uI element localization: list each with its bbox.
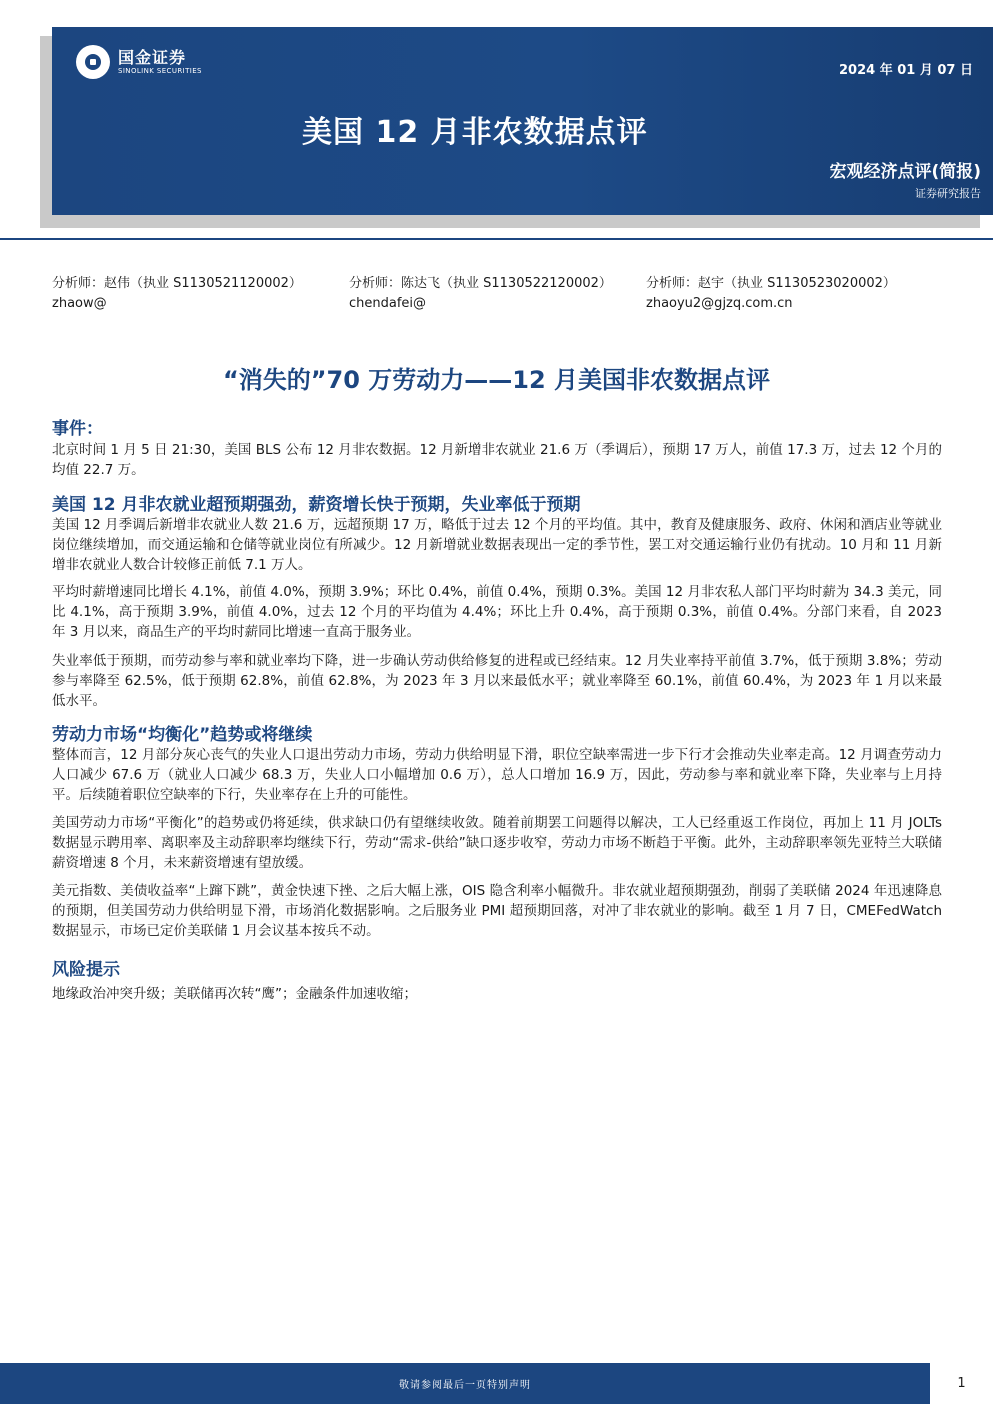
paragraph: 美元指数、美债收益率“上蹿下跳”，黄金快速下挫、之后大幅上涨，OIS 隐含利率小幅微升。非农就业超预期强劲，削弱了美联储 2024 年迅速降息的预期，但美国劳动力供给明显下滑，市场消化数据影响。之后服务业 PMI 超预期回落，对冲了非农就业的影响。截至 1 月 7 日，CMEFedWatch 数据显示，市场已定价美联储 1 月会议基本按兵不动。 <box>52 883 942 939</box>
analyst-email[interactable]: chendafei@ <box>349 296 427 311</box>
article-title: “消失的”70 万劳动力——12 月美国非农数据点评 <box>222 366 771 394</box>
section-heading-event: 事件： <box>52 419 103 439</box>
header-divider <box>0 238 993 240</box>
paragraph: 平均时薪增速同比增长 4.1%，前值 4.0%，预期 3.9%；环比 0.4%，前值 0.4%，预期 0.3%。美国 12 月非农私人部门平均时薪为 34.3 美元，同比 4.1%，高于预期 3.9%，前值 4.0%，过去 12 个月的平均值为 4.4%；环比上升 0.4%，高于预期 0.3%，前值 0.4%。分部门来看，自 2023 年 3 月以来，商品生产的平均时薪同比增速一直高于服务业。 <box>52 584 942 640</box>
analyst-name: 分析师：赵伟（执业 S1130521120002） <box>52 276 302 291</box>
paragraph: 地缘政治冲突升级；美联储再次转“鹰”；金融条件加速收缩； <box>52 986 417 1002</box>
report-header <box>52 27 993 215</box>
report-type: 宏观经济点评(简报) <box>829 162 981 182</box>
header-title: 美国 12 月非农数据点评 <box>302 115 648 150</box>
paragraph: 北京时间 1 月 5 日 21:30，美国 BLS 公布 12 月非农数据。12 月新增非农就业 21.6 万（季调后），预期 17 万人，前值 17.3 万，过去 12 个月的均值 22.7 万。 <box>52 442 942 478</box>
report-subtype: 证券研究报告 <box>915 187 981 200</box>
paragraph: 美国劳动力市场“平衡化”的趋势或仍将延续，供求缺口仍有望继续收敛。随着前期罢工问题得以解决，工人已经重返工作岗位，再加上 11 月 JOLTs 数据显示聘用率、离职率及主动辞职率均继续下行，劳动“需求-供给”缺口逐步收窄，劳动力市场不断趋于平衡。此外，主动辞职率领先亚特兰大联储薪资增速 8 个月，未来薪资增速有望放缓。 <box>52 815 942 871</box>
logo-cn-text: 国金证券 <box>118 47 187 67</box>
paragraph: 失业率低于预期，而劳动参与率和就业率均下降，进一步确认劳动供给修复的进程或已经结束。12 月失业率持平前值 3.7%，低于预期 3.8%；劳动参与率降至 62.5%，低于预期 62.8%，前值 62.8%，为 2023 年 3 月以来最低水平；就业率降至 60.1%，前值 60.4%，为 2023 年 1 月以来最低水平。 <box>52 653 942 709</box>
analyst-name: 分析师：赵宇（执业 S1130523020002） <box>646 276 896 291</box>
paragraph: 美国 12 月季调后新增非农就业人数 21.6 万，远超预期 17 万，略低于过去 12 个月的平均值。其中，教育及健康服务、政府、休闲和酒店业等就业岗位继续增加，而交通运输和仓储等就业岗位有所减少。12 月新增就业数据表现出一定的季节性，罢工对交通运输行业仍有扰动。10 月和 11 月新增非农就业人数合计较修正前低 7.1 万人。 <box>52 517 942 573</box>
analyst-3 <box>646 274 896 314</box>
analyst-2 <box>349 274 612 314</box>
analyst-email[interactable]: zhaoyu2@gjzq.com.cn <box>646 296 793 311</box>
analyst-email[interactable]: zhaow@ <box>52 296 107 311</box>
footer-disclaimer-note: 敬请参阅最后一页特别声明 <box>399 1380 531 1391</box>
section-heading-risk: 风险提示 <box>52 960 120 980</box>
section-heading-labor-market: 劳动力市场“均衡化”趋势或将继续 <box>52 725 313 745</box>
logo-en-text: SINOLINK SECURITIES <box>118 66 202 75</box>
paragraph: 整体而言，12 月部分灰心丧气的失业人口退出劳动力市场，劳动力供给明显下滑，职位空缺率需进一步下行才会推动失业率走高。12 月调查劳动力人口减少 67.6 万（就业人口减少 68.3 万，失业人口小幅增加 0.6 万），总人口增加 16.9 万，因此，劳动参与率和就业率下降，失业率与上月持平。后续随着职位空缺率的下行，失业率存在上升的可能性。 <box>52 747 942 803</box>
report-date: 2024 年 01 月 07 日 <box>839 63 973 78</box>
section-heading-nfp: 美国 12 月非农就业超预期强劲，薪资增长快于预期，失业率低于预期 <box>52 495 581 515</box>
page-number: 1 <box>930 1363 993 1404</box>
footer <box>0 1363 993 1404</box>
logo-icon <box>76 45 110 79</box>
analyst-1 <box>52 274 302 314</box>
company-logo <box>76 45 202 79</box>
analyst-name: 分析师：陈达飞（执业 S1130522120002） <box>349 276 612 291</box>
